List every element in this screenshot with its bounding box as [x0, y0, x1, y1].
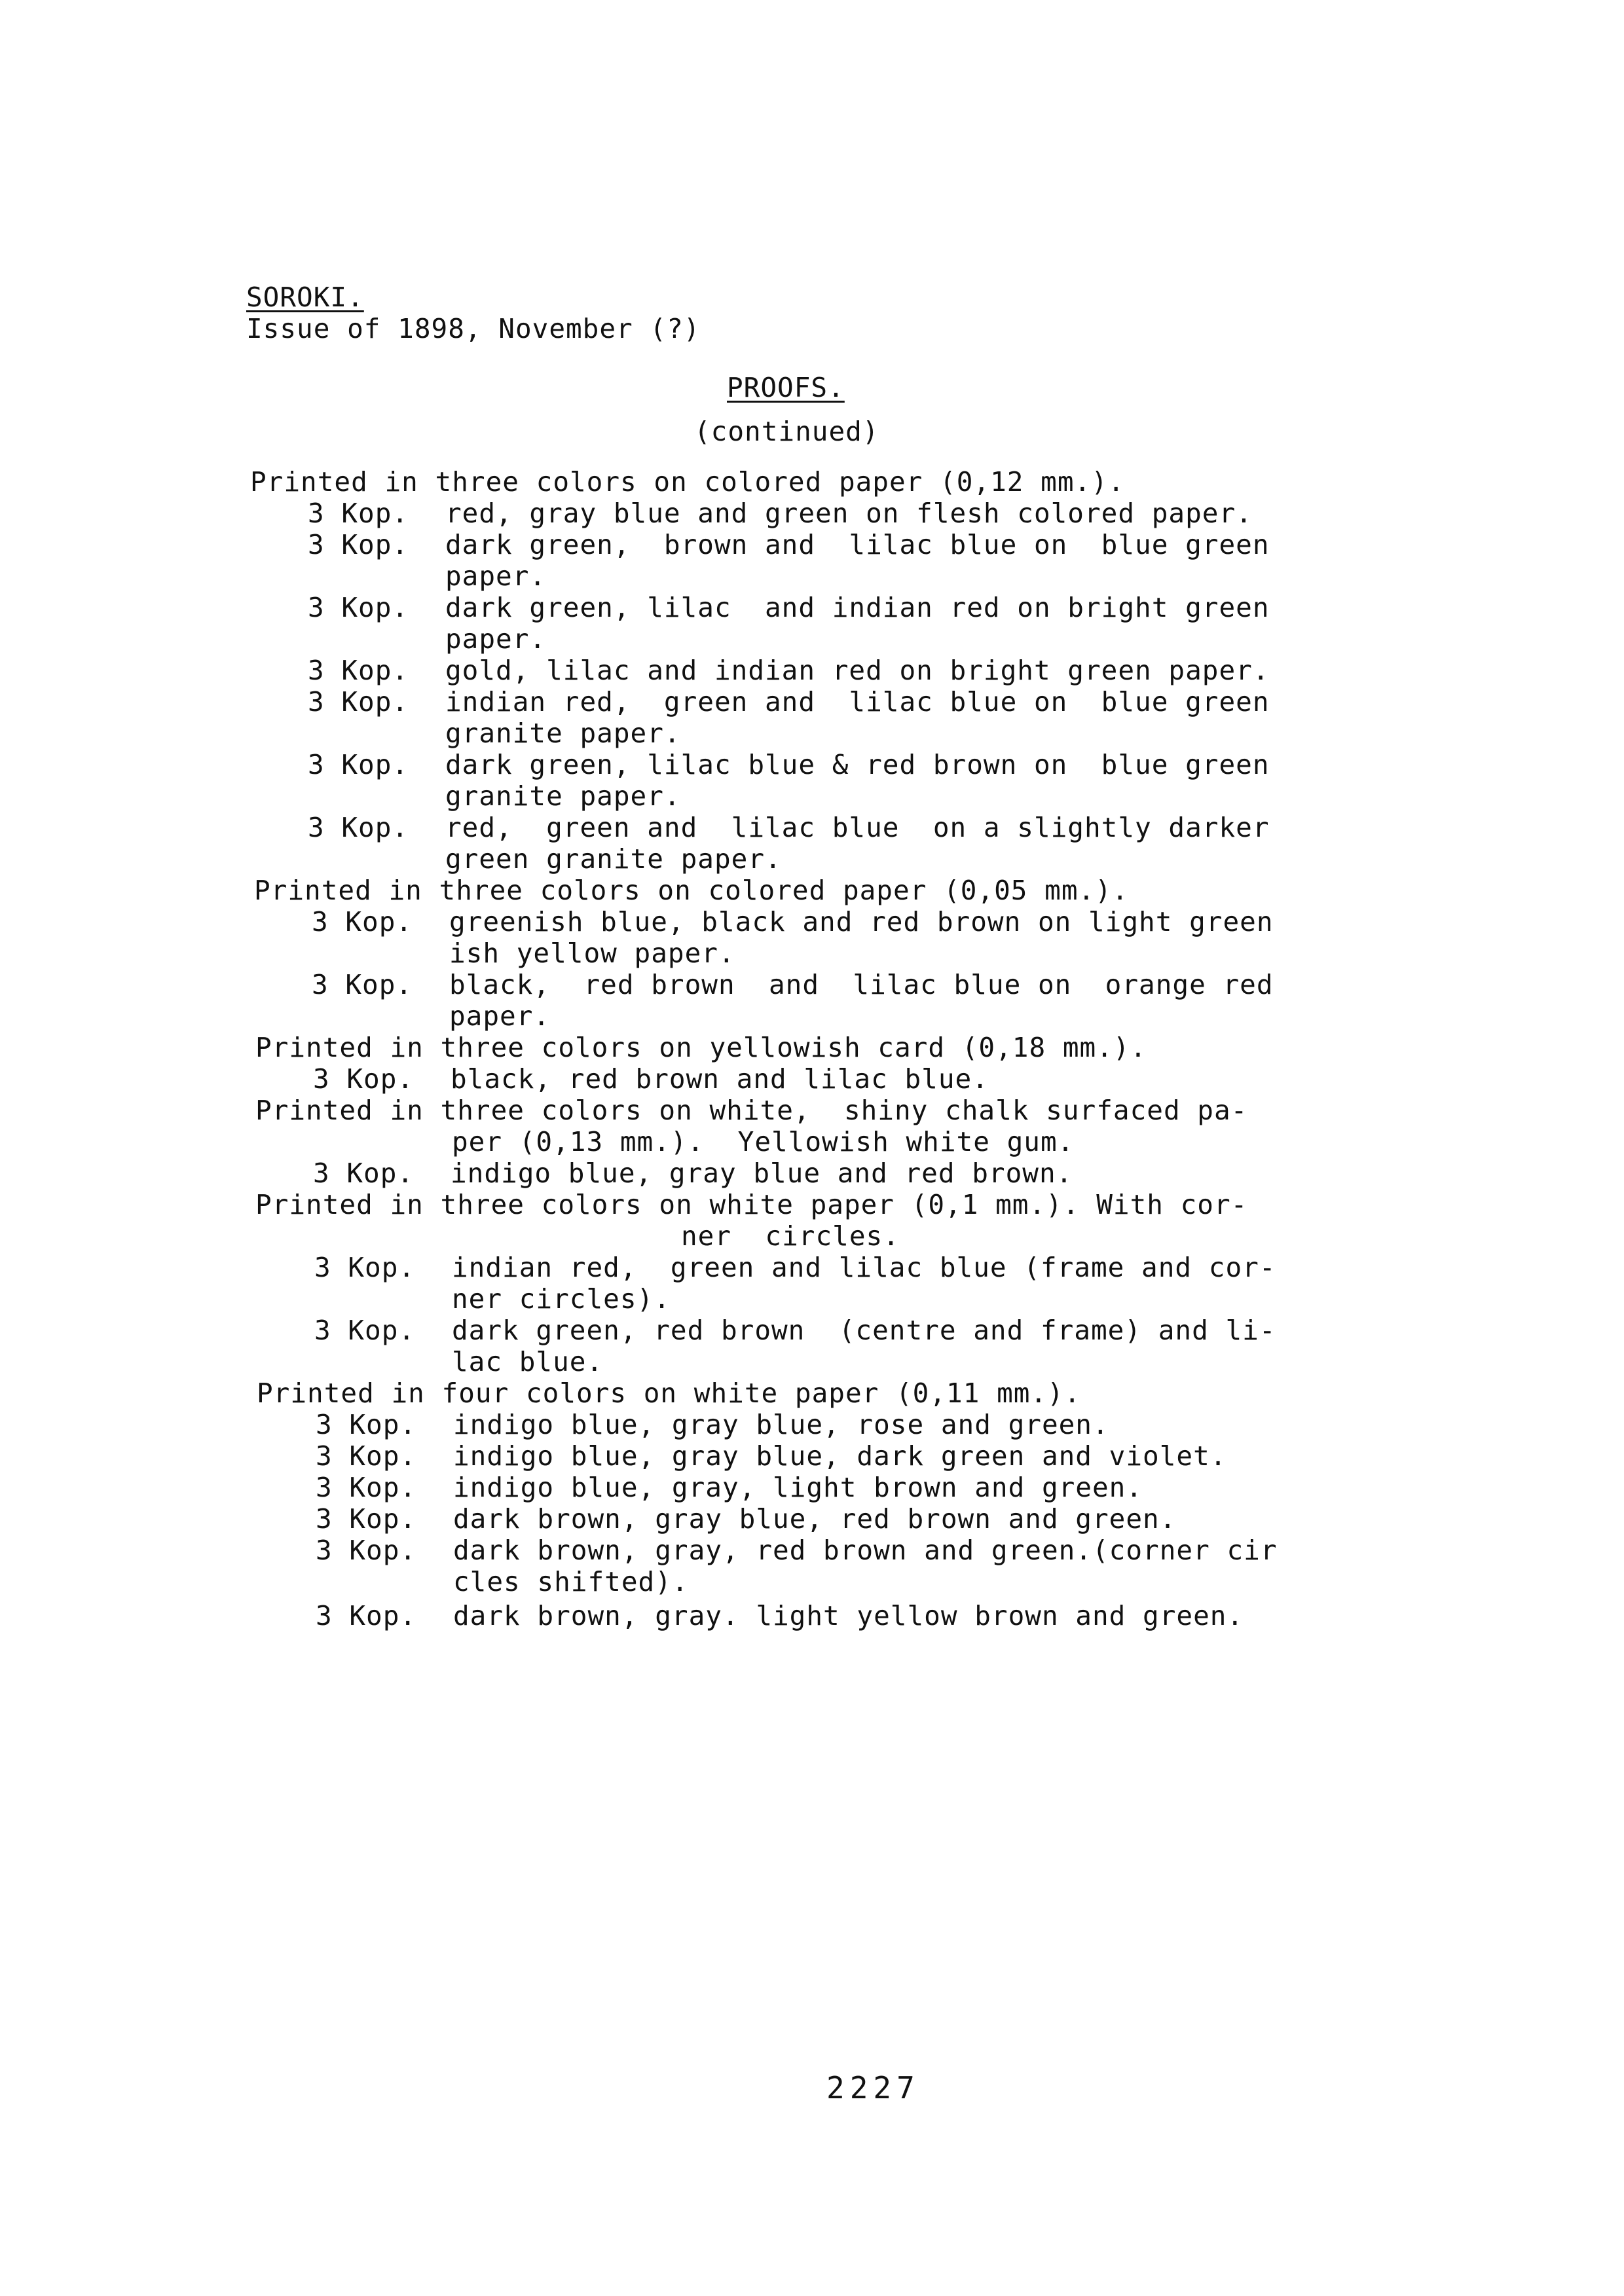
item-value: 3 Kop. — [308, 592, 409, 623]
item-continuation: ish yellow paper. — [449, 938, 735, 969]
item-description: dark brown, gray, red brown and green.(corner cir — [453, 1535, 1278, 1566]
item-value: 3 Kop. — [316, 1440, 417, 1472]
list-item — [308, 812, 1270, 843]
list-item — [313, 1063, 989, 1095]
item-value: 3 Kop. — [316, 1472, 417, 1503]
item-value: 3 Kop. — [316, 1535, 417, 1566]
list-item — [308, 655, 1270, 686]
list-item — [316, 1600, 1244, 1631]
list-item — [316, 1440, 1227, 1472]
item-value: 3 Kop. — [313, 1063, 415, 1095]
item-description: dark brown, gray blue, red brown and green. — [453, 1503, 1177, 1535]
item-description: indian red, green and lilac blue (frame and cor- — [452, 1252, 1276, 1283]
item-continuation: paper. — [445, 623, 547, 655]
list-item — [308, 529, 1270, 560]
list-item — [308, 686, 1270, 718]
item-description: greenish blue, black and red brown on light green — [449, 906, 1274, 938]
item-description: indigo blue, gray blue and red brown. — [451, 1157, 1073, 1189]
group-heading-continuation: per (0,13 mm.). Yellowish white gum. — [452, 1126, 1075, 1157]
item-description: black, red brown and lilac blue on orange red — [449, 969, 1274, 1000]
item-description: indian red, green and lilac blue on blue green — [445, 686, 1270, 718]
item-description: dark green, brown and lilac blue on blue green — [445, 529, 1270, 560]
item-value: 3 Kop. — [308, 498, 409, 529]
section-title: PROOFS. — [727, 372, 845, 403]
item-description: dark brown, gray. light yellow brown and green. — [453, 1600, 1244, 1631]
item-continuation: green granite paper. — [445, 843, 782, 875]
item-description: black, red brown and lilac blue. — [451, 1063, 989, 1095]
item-continuation: ner circles). — [452, 1283, 671, 1315]
item-value: 3 Kop. — [312, 969, 413, 1000]
list-item — [314, 1315, 1276, 1346]
item-description: indigo blue, gray blue, rose and green. — [453, 1409, 1109, 1440]
item-description: dark green, red brown (centre and frame) and li- — [452, 1315, 1276, 1346]
list-item — [308, 498, 1253, 529]
item-value: 3 Kop. — [312, 906, 413, 938]
list-item — [313, 1157, 1073, 1189]
list-item — [316, 1503, 1176, 1535]
section-note: (continued) — [694, 416, 879, 447]
item-continuation: cles shifted). — [453, 1566, 689, 1597]
group-heading-continuation: ner circles. — [681, 1220, 900, 1252]
issue-line: Issue of 1898, November (?) — [246, 313, 701, 344]
item-value: 3 Kop. — [316, 1600, 417, 1631]
group-heading: Printed in three colors on yellowish card (0,18 mm.). — [255, 1032, 1147, 1063]
list-item — [312, 906, 1274, 938]
item-value: 3 Kop. — [308, 812, 409, 843]
item-continuation: paper. — [445, 560, 547, 592]
item-description: indigo blue, gray blue, dark green and violet. — [453, 1440, 1227, 1472]
item-value: 3 Kop. — [308, 749, 409, 780]
item-value: 3 Kop. — [316, 1503, 417, 1535]
item-description: indigo blue, gray, light brown and green. — [453, 1472, 1143, 1503]
place-title: SOROKI. — [246, 282, 364, 313]
item-value: 3 Kop. — [316, 1409, 417, 1440]
item-value: 3 Kop. — [313, 1157, 415, 1189]
list-item — [308, 592, 1270, 623]
item-value: 3 Kop. — [314, 1315, 416, 1346]
item-description: gold, lilac and indian red on bright green paper. — [445, 655, 1270, 686]
item-description: dark green, lilac blue & red brown on blue green — [445, 749, 1270, 780]
item-continuation: granite paper. — [445, 718, 681, 749]
list-item — [314, 1252, 1276, 1283]
item-continuation: lac blue. — [452, 1346, 604, 1377]
page-number: 2227 — [826, 2070, 920, 2105]
group-heading: Printed in three colors on colored paper (0,05 mm.). — [254, 875, 1129, 906]
item-value: 3 Kop. — [314, 1252, 416, 1283]
group-heading: Printed in four colors on white paper (0,11 mm.). — [257, 1377, 1081, 1409]
list-item — [316, 1535, 1278, 1566]
item-description: red, gray blue and green on flesh colored paper. — [445, 498, 1253, 529]
item-description: dark green, lilac and indian red on bright green — [445, 592, 1270, 623]
item-continuation: paper. — [449, 1000, 551, 1032]
group-heading: Printed in three colors on colored paper (0,12 mm.). — [250, 466, 1125, 498]
item-description: red, green and lilac blue on a slightly darker — [445, 812, 1270, 843]
group-heading: Printed in three colors on white paper (0,1 mm.). With cor- — [255, 1189, 1248, 1220]
list-item — [308, 749, 1270, 780]
item-value: 3 Kop. — [308, 529, 409, 560]
item-continuation: granite paper. — [445, 780, 681, 812]
item-value: 3 Kop. — [308, 655, 409, 686]
item-value: 3 Kop. — [308, 686, 409, 718]
list-item — [316, 1409, 1109, 1440]
list-item — [316, 1472, 1143, 1503]
group-heading: Printed in three colors on white, shiny chalk surfaced pa- — [255, 1095, 1248, 1126]
list-item — [312, 969, 1274, 1000]
